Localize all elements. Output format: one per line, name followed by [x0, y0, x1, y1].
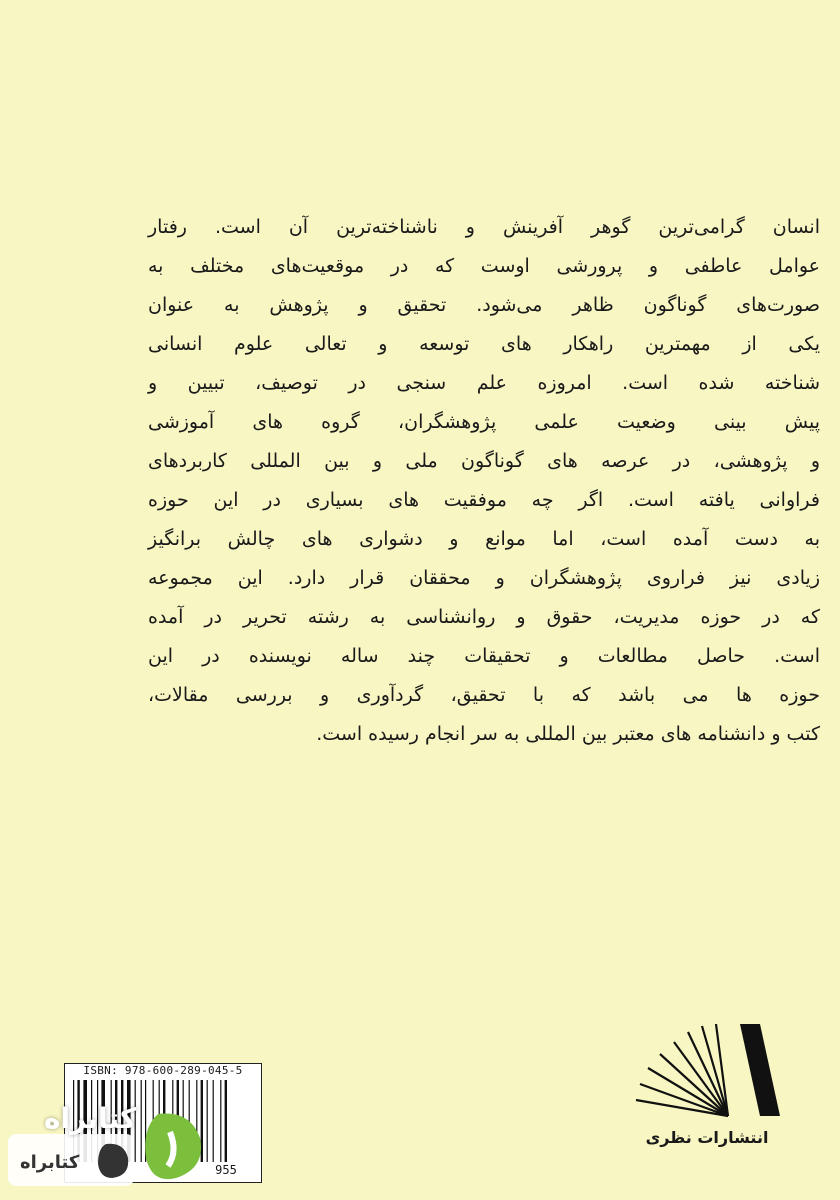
blurb-line: که در حوزه مدیریت، حقوق و روانشناسی به رشته تحریر در آمده	[148, 606, 820, 628]
blurb-line: انسان گرامی‌ترین گوهر آفرینش و ناشناخته‌ترین آن است. رفتار	[148, 216, 820, 238]
blurb-line: زیادی نیز فراروی پژوهشگران و محققان قرار دارد. این مجموعه	[148, 567, 820, 589]
blurb-line: شناخته شده است. امروزه علم سنجی در توصیف، تبیین و	[148, 372, 820, 394]
blurb-line: پیش بینی وضعیت علمی پژوهشگران، گروه های آموزشی	[148, 411, 820, 433]
watermark-text: کتابراه	[44, 1102, 137, 1135]
blurb-line: است. حاصل مطالعات و تحقیقات چند ساله نویسنده در این	[148, 645, 820, 667]
rays-book-logo-icon	[628, 1020, 788, 1120]
watermark-logo	[8, 1092, 218, 1192]
barcode-digits: 955	[195, 1162, 257, 1178]
back-cover-blurb	[148, 208, 820, 754]
blurb-line: حوزه ها می باشد که با تحقیق، گردآوری و بررسی مقالات،	[148, 684, 820, 706]
blurb-line: فراوانی یافته است. اگر چه موفقیت های بسیاری در این حوزه	[148, 489, 820, 511]
blurb-line: صورت‌های گوناگون ظاهر می‌شود. تحقیق و پژوهش به عنوان	[148, 294, 820, 316]
isbn-label: ISBN: 978-600-289-045-5	[83, 1064, 243, 1077]
blurb-line: یکی از مهمترین راهکار های توسعه و تعالی علوم انسانی	[148, 333, 820, 355]
watermark-text-small: کتابراه	[20, 1152, 80, 1173]
blurb-line: کتب و دانشنامه های معتبر بین المللی به سر انجام رسیده است.	[316, 723, 820, 745]
blurb-line: و پژوهشی، در عرصه های گوناگون ملی و بین المللی کاربردهای	[148, 450, 820, 472]
blurb-line: به دست آمده است، اما موانع و دشواری های چالش برانگیز	[148, 528, 820, 550]
blurb-line: عوامل عاطفی و پرورشی اوست که در موقعیت‌های مختلف به	[148, 255, 820, 277]
publisher-name: انتشارات نظری	[645, 1128, 769, 1147]
